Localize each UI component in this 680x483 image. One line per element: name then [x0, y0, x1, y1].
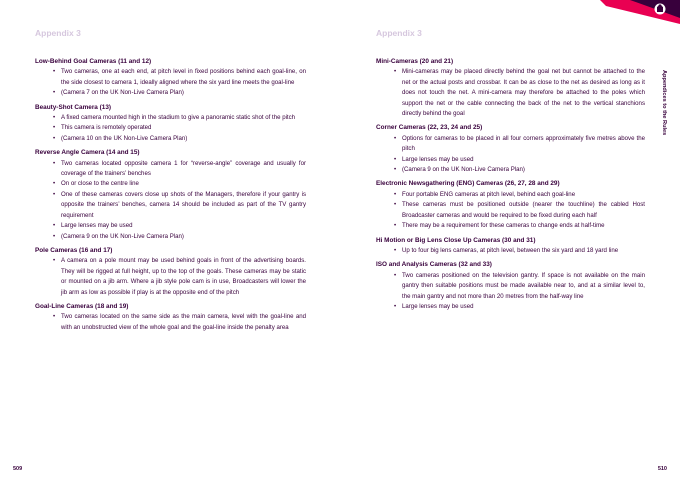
page-number: 510	[657, 466, 667, 472]
bullet-item: • A fixed camera mounted high in the stadium to give a panoramic static shot of the pitch	[35, 113, 306, 123]
section-title: Electronic Newsgathering (ENG) Cameras (26, 27, 28 and 29)	[376, 180, 560, 188]
bullet-item: • These cameras must be positioned outside (nearer the touchline) the cabled Host Broadcaster cameras and would be required to be fixed during each half	[376, 200, 645, 221]
page-header: Appendix 3	[35, 28, 81, 38]
right-page	[340, 0, 680, 483]
bullet-list	[35, 312, 306, 333]
bullet-item: • There may be a requirement for these cameras to change ends at half-time	[376, 221, 645, 231]
side-tab-label	[655, 70, 669, 150]
section-title: Hi Motion or Big Lens Close Up Cameras (30 and 31)	[376, 236, 536, 244]
bullet-item: • (Camera 7 on the UK Non-Live Camera Plan)	[35, 88, 306, 98]
bullet-item: • One of these cameras covers close up shots of the Managers, therefore if your gantry is opposite the trainers’ benches, camera 14 should be included as part of the TV gantry requirement	[35, 190, 306, 221]
page-number: 509	[13, 466, 23, 472]
section-title: Low-Behind Goal Cameras (11 and 12)	[35, 58, 152, 65]
bullet-item: • Two cameras positioned on the television gantry. If space is not available on the main gantry then suitable positions must be made available near to, and at a similar level to, the main gantry and not more than 20 metres from the half-way line	[376, 271, 645, 302]
bullet-list	[376, 271, 645, 313]
bullet-list	[376, 67, 645, 119]
bullet-item: • Options for cameras to be placed in all four corners approximately five metres above the pitch	[376, 134, 645, 155]
bullet-list	[35, 256, 306, 298]
lion-crest-icon	[655, 4, 666, 15]
page-content	[376, 57, 645, 312]
bullet-item: • (Camera 10 on the UK Non-Live Camera Plan)	[35, 134, 306, 144]
section-title: Goal-Line Cameras (18 and 19)	[35, 302, 129, 310]
bullet-item: • A camera on a pole mount may be used behind goals in front of the advertising boards. They will be rigged at full height, up to the top of the goals. These cameras may be static or mounted on a jib arm. Where a jib style pole cam is in use, Broadcasters will lower the jib arm as low as possible if play is at the opposite end of the pitch	[35, 256, 306, 298]
corner-badge	[600, 0, 680, 24]
bullet-item: • This camera is remotely operated	[35, 123, 306, 133]
bullet-item: • Large lenses may be used	[376, 302, 645, 312]
bullet-item: • Mini-cameras may be placed directly behind the goal net but cannot be attached to the net or the actual posts and crossbar. It can be as close to the net as desired as long as it does not touch the net. A mini-camera may therefore be attached to the poles which support the net or the cable connecting the back of the net to the vertical stanchions directly behind the goal	[376, 67, 645, 119]
bullet-item: • (Camera 9 on the UK Non-Live Camera Plan)	[376, 165, 645, 175]
page-content	[35, 57, 306, 333]
bullet-item: • Two cameras located opposite camera 1 for “reverse-angle” coverage and usually for coverage of the trainers’ benches	[35, 159, 306, 180]
section-title: Corner Cameras (22, 23, 24 and 25)	[376, 124, 483, 132]
bullet-list	[35, 67, 306, 98]
section-title: Pole Cameras (16 and 17)	[35, 246, 113, 254]
bullet-list	[376, 134, 645, 176]
section-title: Reverse Angle Camera (14 and 15)	[35, 149, 140, 157]
bullet-item: • Up to four big lens cameras, at pitch level, between the six yard and 18 yard line	[376, 246, 645, 256]
bullet-list	[376, 246, 645, 256]
bullet-item: • (Camera 9 on the UK Non-Live Camera Plan)	[35, 232, 306, 242]
section-title: Mini-Cameras (20 and 21)	[376, 58, 454, 65]
page-header: Appendix 3	[376, 28, 422, 38]
bullet-item: • Four portable ENG cameras at pitch level, behind each goal-line	[376, 190, 645, 200]
section-title: Beauty-Shot Camera (13)	[35, 103, 111, 111]
bullet-list	[376, 190, 645, 232]
bullet-item: • Two cameras, one at each end, at pitch level in fixed positions behind each goal-line, on the side closest to camera 1, ideally aligned where the six yard line meets the goal-line	[35, 67, 306, 88]
section-title: ISO and Analysis Cameras (32 and 33)	[376, 261, 492, 269]
side-label-text: Appendices to the Rules	[661, 70, 667, 136]
bullet-item: • On or close to the centre line	[35, 179, 306, 189]
bullet-item: • Two cameras located on the same side as the main camera, level with the goal-line and with an unobstructed view of the whole goal and the goal-line inside the penalty area	[35, 312, 306, 333]
bullet-item: • Large lenses may be used	[376, 155, 645, 165]
bullet-item: • Large lenses may be used	[35, 221, 306, 231]
bullet-list	[35, 159, 306, 242]
bullet-list	[35, 113, 306, 144]
